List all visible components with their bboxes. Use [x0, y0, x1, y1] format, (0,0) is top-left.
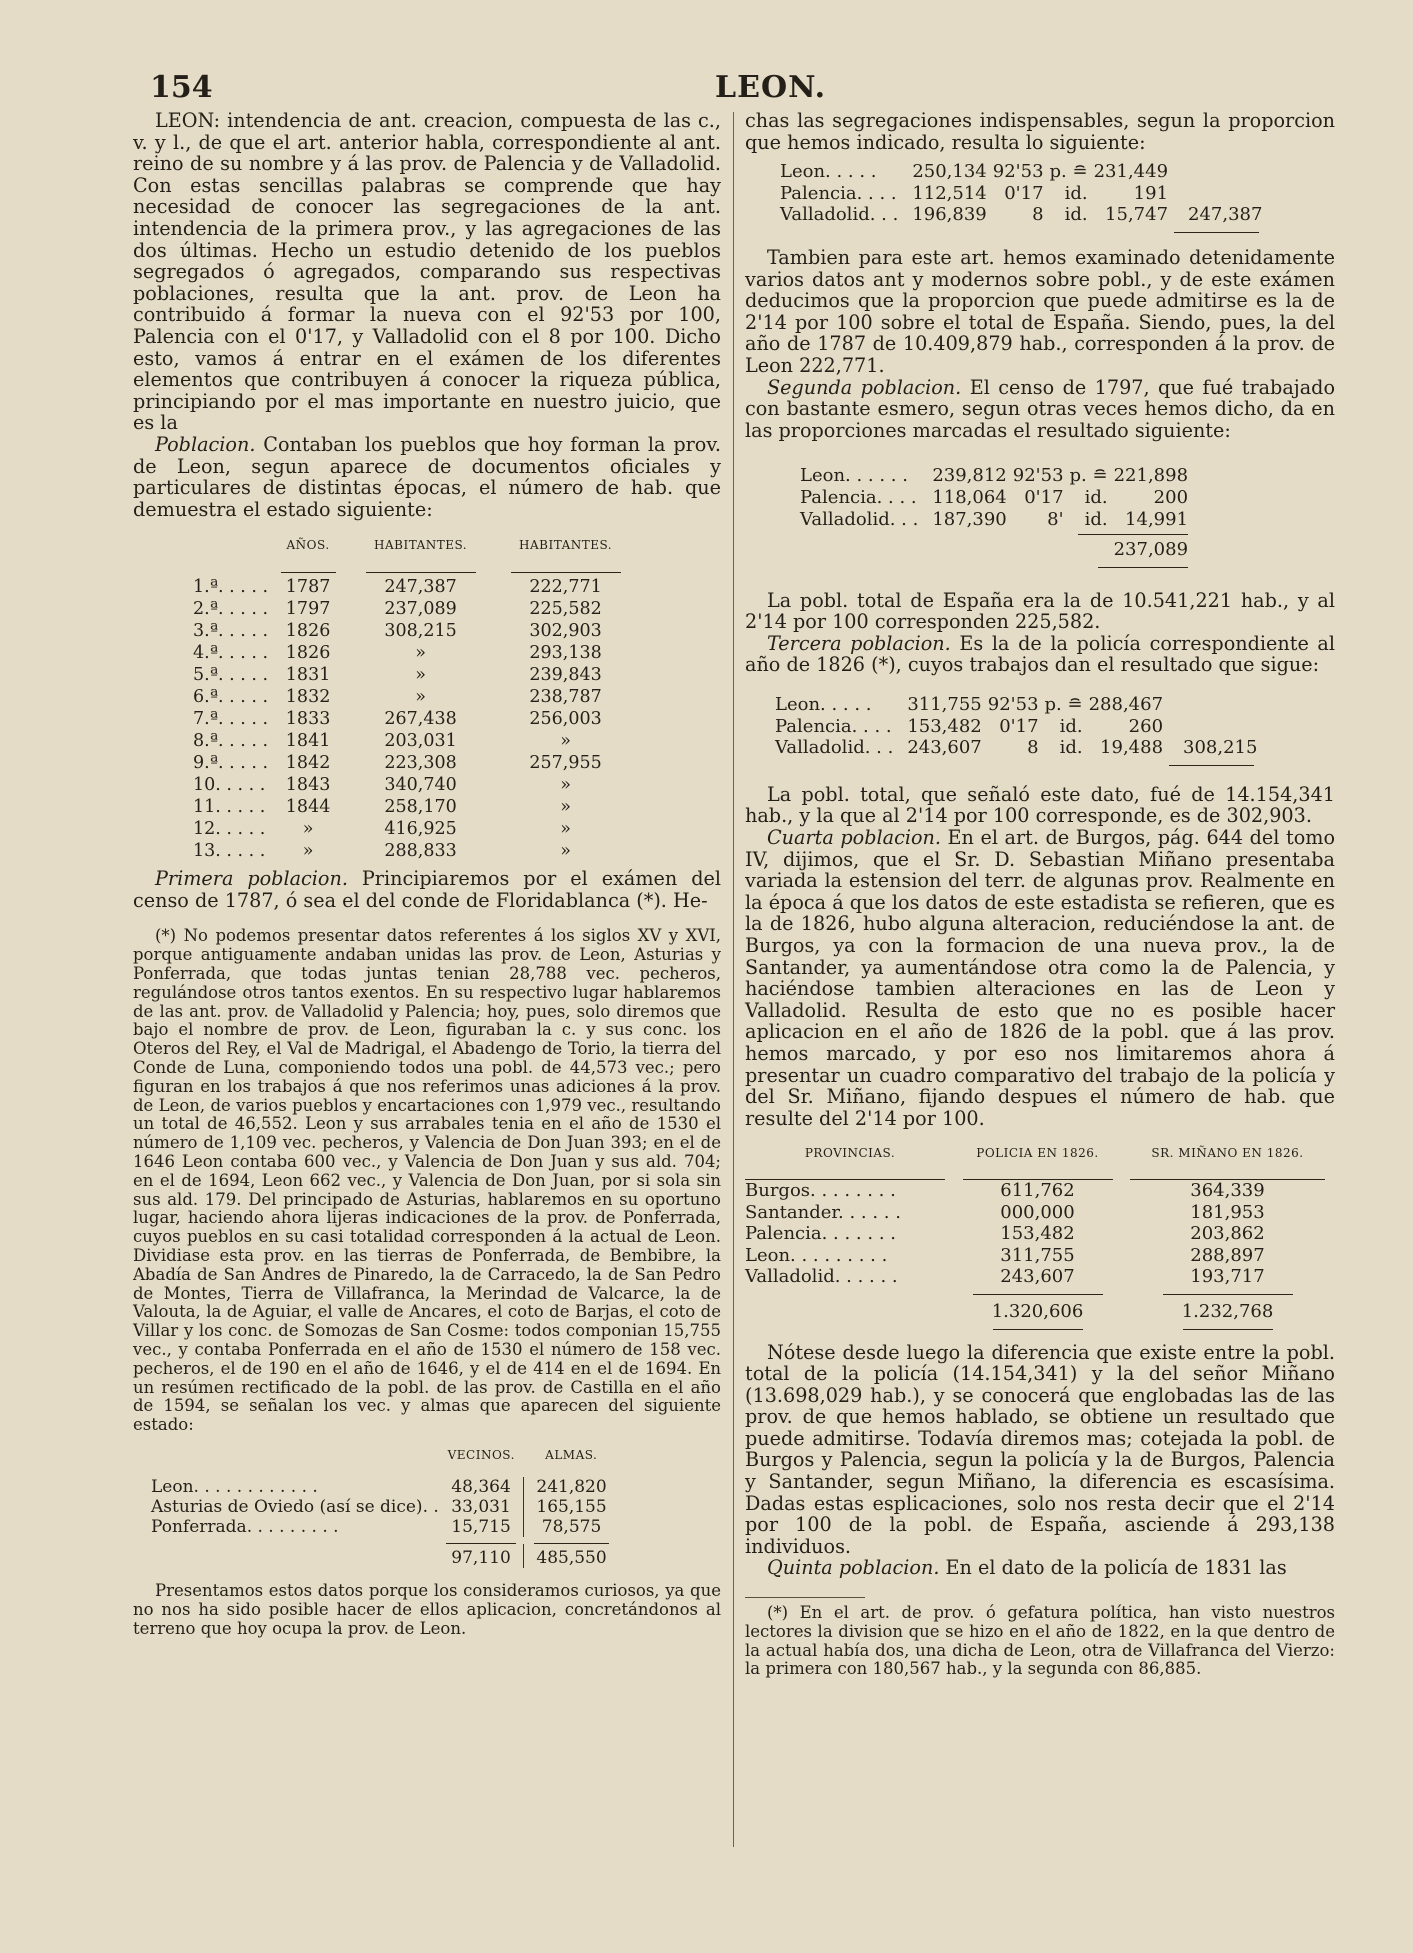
row-label: 5.ª. . . . . — [193, 665, 269, 686]
summary-table-2 — [800, 465, 1194, 567]
table-cell: 237,089 — [384, 599, 457, 620]
table-cell: p. ≘ — [1044, 694, 1083, 716]
table-row — [800, 465, 1194, 487]
row-label: Burgos. . . . . . . . — [745, 1179, 896, 1201]
table-cell: 250,134 — [912, 161, 987, 183]
total-cell: 1.320,606 — [991, 1300, 1084, 1322]
table-cell: » — [560, 797, 571, 818]
population-table — [193, 534, 638, 862]
section-heading: Tercera poblacion. — [767, 631, 951, 655]
row-label: Asturias de Oviedo (así se dice). . — [151, 1496, 439, 1517]
table-cell: 92'53 — [1012, 465, 1064, 487]
section-heading: Segunda poblacion. — [767, 375, 962, 399]
table-cell: 302,903 — [529, 621, 602, 642]
row-label: 8.ª. . . . . — [193, 731, 269, 752]
table-cell: 260 — [1128, 715, 1164, 737]
table-cell: 1842 — [285, 753, 331, 774]
table-cell: 0'17 — [1004, 182, 1044, 204]
table-row — [193, 708, 638, 730]
page-header — [150, 70, 1330, 110]
table-cell: 15,715 — [451, 1516, 511, 1537]
table-cell: 200 — [1153, 486, 1189, 508]
table-cell: 1844 — [285, 797, 331, 818]
table-cell: 8' — [1047, 508, 1064, 530]
table-cell — [1174, 183, 1268, 205]
row-label: Palencia. . . . — [780, 182, 897, 204]
section-heading: Cuarta poblacion. — [767, 826, 941, 850]
left-column — [133, 110, 721, 1638]
paragraph: Nótese desde luego la diferencia que existe entre la pobl. total de la policía (14.154,341) y la del señor Miñano (13.698,029 hab.), y se conocerá que englobadas las de las prov. de que hemos hablado, se obtiene un resultado que puede admitirse. Todavía diremos mas; cotejada la pobl. de Burgos y Palencia, segun la policía y la de Burgos, Palencia y Santander, segun Miñano, la diferencia es escasísima. Dadas estas esplicaciones, solo nos resta decir que el 2'14 por 100 de la pobl. de España, asciende á 293,138 individuos. — [745, 1340, 1335, 1558]
table-cell: 1831 — [285, 665, 331, 686]
row-label: 6.ª. . . . . — [193, 687, 269, 708]
table-cell: 112,514 — [912, 182, 987, 204]
table-cell: 238,787 — [529, 687, 602, 708]
row-label: Palencia. . . . — [800, 486, 917, 508]
summary-table-1 — [780, 161, 1268, 233]
table-cell: 165,155 — [524, 1497, 619, 1517]
table-cell: 118,064 — [932, 486, 1007, 508]
row-label: Palencia. . . . — [775, 715, 892, 737]
table-cell: 203,031 — [384, 731, 457, 752]
table-row — [780, 161, 1268, 183]
table-row — [193, 620, 638, 642]
table-row — [151, 1517, 619, 1537]
table-cell: 1787 — [285, 577, 331, 598]
table-cell: 222,771 — [529, 577, 602, 598]
paragraph-text: En el dato de la policía de 1831 las — [939, 1556, 1287, 1580]
row-label: 9.ª. . . . . — [193, 753, 269, 774]
table-row — [151, 1497, 619, 1517]
table-row — [745, 1223, 1335, 1245]
table-cell: » — [560, 775, 571, 796]
paragraph: La pobl. total de España era la de 10.541,221 hab., y al 2'14 por 100 corresponden 225,582. — [745, 588, 1335, 634]
table-cell: 293,138 — [529, 643, 602, 664]
paragraph: LEON: intendencia de ant. creacion, compuesta de las c., v. y l., de que el art. anterior habla, correspondiente al ant. reino de su nombre y á las prov. de Palencia y de Valladolid. Con estas sencillas palabras se comprende que hay necesidad de conocer las segregaciones de la ant. intendencia de la primera prov., y las agregaciones de las dos últimas. Hecho un estudio detenido de los pueblos segregados ó agregados, comparando sus respectivas poblaciones, resulta que la ant. prov. de Leon ha contribuido á formar la nueva con el 92'53 por 100, Palencia con el 0'17, y Valladolid con el 8 por 100. Dicho esto, vamos á entrar en el exámen de los diferentes elementos que contribuyen á conocer la riqueza pública, principiando por el mas importante en nuestro juicio, que es la — [133, 109, 721, 435]
table-cell: 247,387 — [384, 577, 457, 598]
table-cell: 311,755 — [907, 694, 982, 716]
table-cell: 33,031 — [451, 1496, 511, 1517]
table-cell: 1843 — [285, 775, 331, 796]
right-column — [745, 110, 1335, 1679]
table-cell: id. — [1084, 508, 1108, 530]
table-cell: » — [415, 665, 426, 686]
column-header: ALMAS. — [545, 1447, 598, 1462]
row-label: Santander. . . . . . — [745, 1201, 901, 1223]
column-header: VECINOS. — [447, 1447, 515, 1462]
column-divider — [733, 112, 734, 1847]
table-cell: 340,740 — [384, 775, 457, 796]
total-cell: 1.232,768 — [1181, 1300, 1274, 1322]
paragraph — [133, 868, 721, 911]
population-rows — [193, 576, 638, 862]
table-cell: 193,717 — [1190, 1266, 1265, 1288]
table-cell: 1833 — [285, 709, 331, 730]
section-heading: Poblacion. — [155, 432, 256, 456]
almas-rows — [151, 1477, 619, 1537]
table-cell: id. — [1084, 486, 1108, 508]
page-number: 154 — [150, 70, 213, 105]
table-cell: 288,833 — [384, 841, 457, 862]
section-heading: Quinta poblacion. — [767, 1556, 940, 1580]
table-cell: 308,215 — [384, 621, 457, 642]
table-cell: 92'53 — [992, 161, 1044, 183]
table-cell: 153,482 — [1000, 1223, 1075, 1245]
table-cell: » — [415, 687, 426, 708]
table-cell: 243,607 — [1000, 1266, 1075, 1288]
table-cell: » — [560, 841, 571, 862]
table-cell: 221,898 — [1113, 465, 1189, 487]
provinces-table — [745, 1143, 1335, 1329]
row-label: 7.ª. . . . . — [193, 709, 269, 730]
row-label: 4.ª. . . . . — [193, 643, 269, 664]
table-cell: id. — [1059, 715, 1083, 737]
table-cell: 1832 — [285, 687, 331, 708]
running-head: LEON. — [715, 70, 827, 105]
table-cell: 247,387 — [1188, 204, 1263, 226]
table-header-row — [193, 534, 638, 568]
table-row — [193, 774, 638, 796]
footnote: (*) En el art. de prov. ó gefatura política, han visto nuestros lectores la division que se hizo en el año de 1822, en la que dentro de la actual había dos, una dicha de Leon, otra de Villafranca del Vierzo: la primera con 180,567 hab., y la segunda con 86,885. — [745, 1603, 1335, 1679]
table-cell: id. — [1064, 182, 1088, 204]
paragraph-text: En el art. de Burgos, pág. 644 del tomo IV, dijimos, que el Sr. D. Sebastian Miñano presentaba variada la estension del terr. de algunas prov. Realmente en la época á que los datos de este estadista se refieren, que es la de 1826, hubo alguna alteracion, reduciéndose la ant. de Burgos, ya con la formacion de una nueva prov., la de Santander, ya aumentándose otra como la de Palencia, y haciéndose tambien alteraciones en las de Leon y Valladolid. Resulta de esto que no es posible hacer aplicacion en el año de 1826 de la pobl. que á las prov. hemos marcado, y por eso nos limitaremos ahora á presentar un cuadro comparativo del trabajo de la policía y del Sr. Miñano, fijando despues el número de hab. que resulte del 2'14 por 100. — [745, 826, 1335, 1130]
row-label: Leon. . . . . — [775, 694, 872, 716]
row-label: Leon. . . . . . . . . . . . — [151, 1476, 318, 1497]
paragraph — [133, 434, 721, 520]
table-cell: 241,820 — [524, 1477, 619, 1497]
table-cell: 203,862 — [1190, 1223, 1265, 1245]
table-cell: 78,575 — [524, 1517, 619, 1537]
table-cell: id. — [1064, 204, 1088, 226]
table-cell — [1174, 161, 1268, 183]
row-label: Valladolid. . . — [775, 737, 894, 759]
table-row — [193, 840, 638, 862]
table-cell: 308,215 — [1183, 737, 1258, 759]
footnote — [133, 927, 721, 1638]
table-row — [193, 730, 638, 752]
column-header: AÑOS. — [286, 538, 330, 553]
row-label: Leon. . . . . . — [800, 465, 908, 487]
table-cell: 256,003 — [529, 709, 602, 730]
column-header: HABITANTES. — [519, 538, 613, 553]
table-cell: 14,991 — [1125, 508, 1189, 530]
row-label: Valladolid. . . . . . — [745, 1266, 898, 1288]
table-cell: 15,747 — [1105, 204, 1169, 226]
row-label: Leon. . . . . . . . . — [745, 1244, 888, 1266]
column-header: PROVINCIAS. — [804, 1146, 896, 1161]
table-cell: 153,482 — [907, 715, 982, 737]
table-row — [745, 1245, 1335, 1267]
table-row — [193, 664, 638, 686]
table-cell: 181,953 — [1190, 1201, 1265, 1223]
almas-table — [151, 1445, 619, 1568]
table-cell: 288,897 — [1190, 1244, 1265, 1266]
table-cell: 223,308 — [384, 753, 457, 774]
table-cell: 267,438 — [384, 709, 457, 730]
table-cell: 1826 — [285, 643, 331, 664]
table-cell: » — [560, 731, 571, 752]
row-label: Palencia. . . . . . . — [745, 1223, 896, 1245]
row-label: 11. . . . . — [193, 797, 266, 818]
table-row — [193, 686, 638, 708]
row-label: Valladolid. . . — [780, 204, 899, 226]
table-cell: 243,607 — [907, 737, 982, 759]
paragraph — [745, 1557, 1335, 1579]
table-cell: p. ≘ — [1049, 161, 1088, 183]
row-label: 10. . . . . — [193, 775, 266, 796]
table-cell: 258,170 — [384, 797, 457, 818]
table-cell: » — [560, 819, 571, 840]
row-label: Valladolid. . . — [800, 508, 919, 530]
table-row — [193, 642, 638, 664]
table-row — [775, 716, 1263, 738]
table-row — [775, 694, 1263, 716]
table-cell: p. ≘ — [1069, 465, 1108, 487]
paragraph-text: Principiaremos por el exámen del censo de 1787, ó sea el del conde de Floridablanca (*). He- — [133, 867, 721, 912]
row-label: Ponferrada. . . . . . . . . — [151, 1516, 339, 1537]
paragraph — [745, 827, 1335, 1129]
column-header: SR. MIÑANO EN 1826. — [1151, 1146, 1304, 1161]
table-cell: 231,449 — [1093, 161, 1169, 183]
table-row — [745, 1202, 1335, 1224]
row-label: 1.ª. . . . . — [193, 577, 269, 598]
row-label: Leon. . . . . — [780, 161, 877, 183]
table-cell: 8 — [1027, 737, 1039, 759]
section-heading: Primera poblacion. — [155, 867, 348, 891]
table-cell: 0'17 — [1024, 486, 1064, 508]
table-cell: 1841 — [285, 731, 331, 752]
table-cell: 191 — [1133, 182, 1169, 204]
table-row — [193, 752, 638, 774]
table-cell: 1797 — [285, 599, 331, 620]
row-label: 13. . . . . — [193, 841, 266, 862]
paragraph — [745, 633, 1335, 676]
table-cell: 364,339 — [1190, 1179, 1265, 1201]
table-cell — [1169, 716, 1263, 738]
table-row — [800, 487, 1194, 509]
paragraph-text: El censo de 1797, que fué trabajado con bastante esmero, segun otras veces hemos dicho, da en las proporciones marcadas el resultado siguiente: — [745, 375, 1335, 442]
table-cell: 311,755 — [1000, 1244, 1075, 1266]
table-row — [193, 576, 638, 598]
table-cell: 257,955 — [529, 753, 602, 774]
total-cell: 97,110 — [451, 1547, 511, 1568]
table-row — [745, 1180, 1335, 1202]
row-label: 2.ª. . . . . — [193, 599, 269, 620]
table-cell: 8 — [1032, 204, 1044, 226]
table-cell: id. — [1059, 737, 1083, 759]
table-row — [780, 204, 1268, 226]
table-cell: 19,488 — [1100, 737, 1164, 759]
table-cell: » — [302, 841, 314, 862]
row-label: 3.ª. . . . . — [193, 621, 269, 642]
column-header: HABITANTES. — [374, 538, 468, 553]
total-cell: 485,550 — [524, 1544, 619, 1568]
total-cell: 237,089 — [1113, 539, 1189, 561]
table-cell: 196,839 — [912, 204, 987, 226]
table-row — [780, 183, 1268, 205]
table-cell: 187,390 — [932, 508, 1007, 530]
table-row — [745, 1266, 1335, 1288]
table-cell: 000,000 — [1000, 1201, 1075, 1223]
table-cell: 48,364 — [451, 1476, 511, 1497]
summary-table-3 — [775, 694, 1263, 766]
table-cell: 611,762 — [1000, 1179, 1075, 1201]
table-cell: 288,467 — [1088, 694, 1164, 716]
paragraph: Tambien para este art. hemos examinado detenidamente varios datos ant y modernos sobre pobl., y de este exámen deducimos que la proporcion que puede admitirse es la de 2'14 por 100 sobre el total de España. Siendo, pues, la del año de 1787 de 10.409,879 hab., corresponden á la prov. de Leon 222,771. — [745, 245, 1335, 377]
footnote-rule — [745, 1597, 865, 1598]
table-row — [193, 598, 638, 620]
table-cell: 92'53 — [987, 694, 1039, 716]
paragraph — [745, 377, 1335, 442]
paragraph: chas las segregaciones indispensables, segun la proporcion que hemos indicado, resulta lo siguiente: — [745, 109, 1335, 154]
table-row — [193, 818, 638, 840]
footnote-text: (*) No podemos presentar datos referentes á los siglos XV y XVI, porque antiguamente andaban unidas las prov. de Leon, Asturias y Ponferrada, que todas juntas tenian 28,788 vec. pecheros, regulándose otros tantos exentos. En su respectivo lugar hablaremos de las ant. prov. de Valladolid y Palencia; hoy, pues, solo diremos que bajo el nombre de prov. de Leon, figuraban la c. y sus conc. los Oteros del Rey, el Val de Madrigal, el Abadengo de Torio, la tierra del Conde de Luna, componiendo todos una pobl. de 44,573 vec.; pero figuran en los trabajos á que nos referimos unas adiciones á la prov. de Leon, de varios pueblos y encartaciones con 1,979 vec., resultando un total de 46,552. Leon y sus arrabales tenia en el año de 1530 el número de 1,109 vec. pecheros, y Valencia de Don Juan 393; en el de 1646 Leon contaba 600 vec., y Valencia de Don Juan y sus ald. 704; en el de 1694, Leon 662 vec., y Valencia de Don Juan, por si sola sin sus ald. 179. Del principado de Asturias, hablaremos en su oportuno lugar, haciendo ahora lijeras indicaciones de la prov. de Ponferrada, cuyos pueblos en su casi totalidad corresponden á la actual de Leon. Dividiase esta prov. en las tierras de Ponferrada, de Bembibre, la Abadía de San Andres de Pinaredo, la de Carracedo, la de San Pedro de Montes, Tierra de Villafranca, la Merindad de Valcarce, la de Valouta, la de Aguiar, el valle de Ancares, el coto de Barjas, el coto de Villar y los conc. de Somozas de San Cosme: todos componian 15,755 vec., y contaba Ponferrada en el año de 1530 el número de 158 vec. pecheros, el de 190 en el año de 1646, y el de 414 en el de 1694. En un resúmen rectificado de la pobl. de las prov. de Castilla en el año de 1594, se señalan los vec. y almas que aparecen del siguiente estado: — [133, 926, 721, 1435]
table-cell: 239,843 — [529, 665, 602, 686]
table-row — [800, 509, 1194, 531]
table-cell: 225,582 — [529, 599, 602, 620]
table-row — [151, 1477, 619, 1497]
table-cell: 1826 — [285, 621, 331, 642]
paragraph-text: Contaban los pueblos que hoy forman la prov. de Leon, segun aparece de documentos oficiales y particulares de distintas épocas, el número de hab. que demuestra el estado siguiente: — [133, 432, 721, 521]
table-cell: 416,925 — [384, 819, 457, 840]
paragraph: La pobl. total, que señaló este dato, fué de 14.154,341 hab., y la que al 2'14 por 100 corresponde, es de 302,903. — [745, 782, 1335, 828]
table-cell: » — [302, 819, 314, 840]
column-header: POLICIA EN 1826. — [976, 1146, 1099, 1161]
table-cell: » — [415, 643, 426, 664]
row-label: 12. . . . . — [193, 819, 266, 840]
table-cell: 239,812 — [932, 465, 1007, 487]
table-cell: 0'17 — [999, 715, 1039, 737]
table-row — [775, 737, 1263, 759]
table-row — [193, 796, 638, 818]
table-cell — [1169, 694, 1263, 716]
footnote-text: Presentamos estos datos porque los consideramos curiosos, ya que no nos ha sido posible hacer de ellos aplicacion, concretándonos al terreno que hoy ocupa la prov. de Leon. — [133, 1580, 721, 1638]
paragraph-text: Es la de la policía correspondiente al año de 1826 (*), cuyos trabajos dan el resultado que sigue: — [745, 631, 1336, 677]
